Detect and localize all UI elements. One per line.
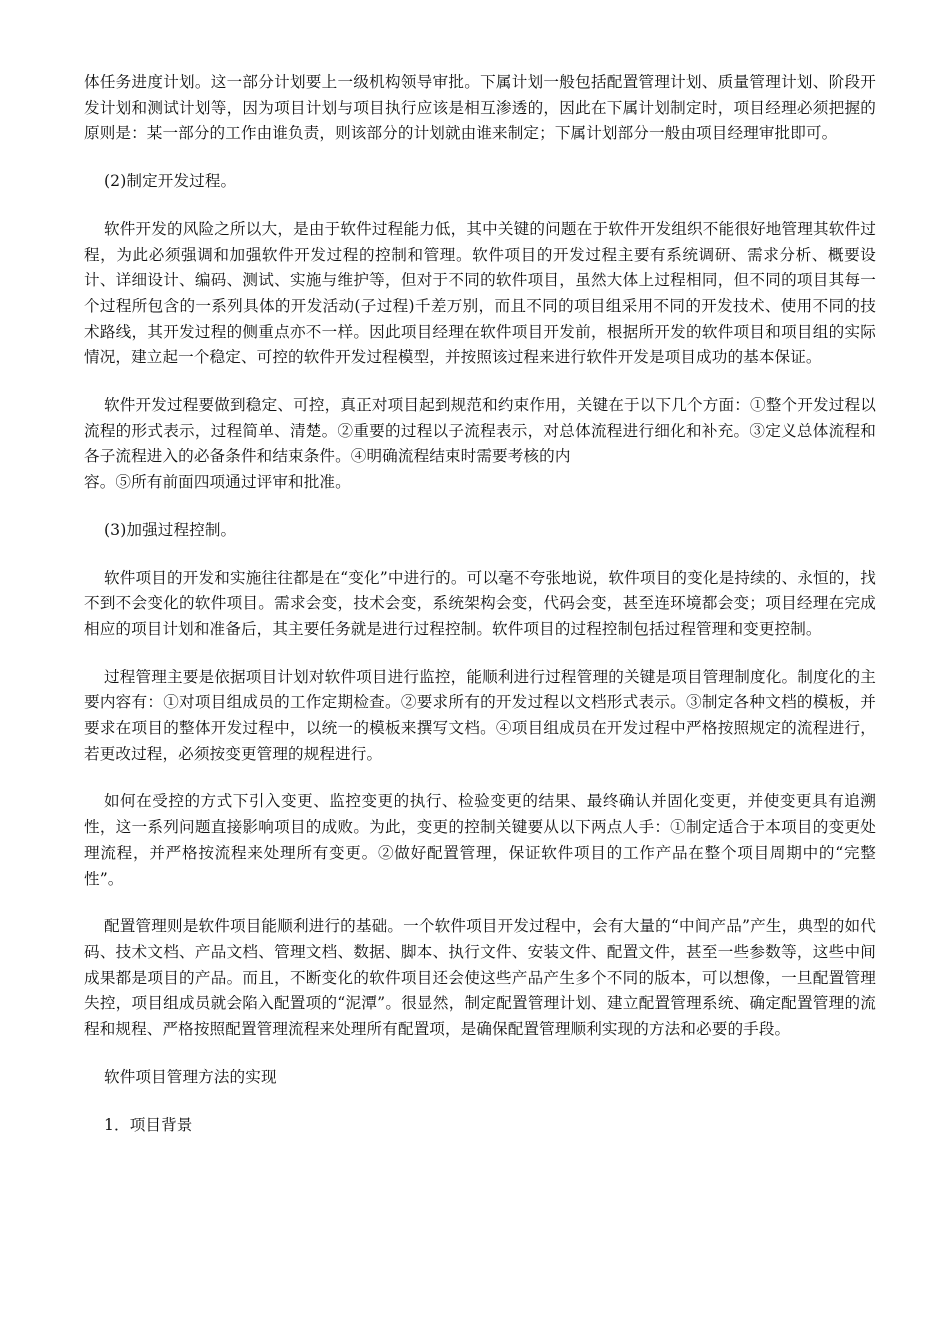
heading-process-control: (3)加强过程控制。 (104, 520, 237, 539)
paragraph-stable-process: 软件开发过程要做到稳定、可控，真正对项目起到规范和约束作用，关键在于以下几个方面：①整个开发过程以流程的形式表示，过程简单、清楚。②重要的过程以子流程表示，对总体流程进行细化和补充。③定义总体流程和各子流程进入的必备条件和结束条件。④明确流程结束时需要考核的内 (84, 396, 876, 466)
section-heading-project-background: 1．项目背景 (104, 1115, 193, 1134)
paragraph-process-management: 过程管理主要是依据项目计划对软件项目进行监控，能顺利进行过程管理的关键是项目管理制度化。制度化的主要内容有：①对项目组成员的工作定期检查。②要求所有的开发过程以文档形式表示。③制定各种文档的模板，并要求在项目的整体开发过程中，以统一的模板来撰写文档。④项目组成员在开发过程中严格按照规定的流程进行，若更改过程，必须按变更管理的规程进行。 (84, 667, 876, 763)
document-page (84, 70, 876, 1138)
paragraph-stable-process-tail: 容。⑤所有前面四项通过评审和批准。 (84, 473, 351, 492)
paragraph-change-control: 如何在受控的方式下引入变更、监控变更的执行、检验变更的结果、最终确认并固化变更，并使变更具有追溯性，这一系列问题直接影响项目的成败。为此，变更的控制关键要从以下两点人手：①制定适合于本项目的变更处理流程，并严格按流程来处理所有变更。②做好配置管理，保证软件项目的工作产品在整个项目周期中的“完整性”。 (84, 792, 876, 888)
paragraph-plan-continuation: 体任务进度计划。这一部分计划要上一级机构领导审批。下属计划一般包括配置管理计划、质量管理计划、阶段开发计划和测试计划等，因为项目计划与项目执行应该是相互渗透的，因此在下属计划制定时，项目经理必须把握的原则是：某一部分的工作由谁负责，则该部分的计划就由谁来制定；下属计划部分一般由项目经理审批即可。 (84, 73, 876, 143)
paragraph-configuration-management: 配置管理则是软件项目能顺利进行的基础。一个软件项目开发过程中，会有大量的“中间产品”产生，典型的如代码、技术文档、产品文档、管理文档、数据、脚本、执行文件、安装文件、配置文件，甚至一些参数等，这些中间成果都是项目的产品。而且，不断变化的软件项目还会使这些产品产生多个不同的版本，可以想像，一旦配置管理失控，项目组成员就会陷入配置项的“泥潭”。很显然，制定配置管理计划、建立配置管理系统、确定配置管理的流程和规程、严格按照配置管理流程来处理所有配置项，是确保配置管理顺利实现的方法和必要的手段。 (84, 917, 876, 1039)
heading-develop-process: (2)制定开发过程。 (104, 172, 237, 191)
paragraph-development-risk: 软件开发的风险之所以大，是由于软件过程能力低，其中关键的问题在于软件开发组织不能很好地管理其软件过程，为此必须强调和加强软件开发过程的控制和管理。软件项目的开发过程主要有系统调研、需求分析、概要设计、详细设计、编码、测试、实施与维护等，但对于不同的软件项目，虽然大体上过程相同，但不同的项目其每一个过程所包含的一系列具体的开发活动(子过程)千差万别，而且不同的项目组采用不同的开发技术、使用不同的技术路线，其开发过程的侧重点亦不一样。因此项目经理在软件项目开发前，根据所开发的软件项目和项目组的实际情况，建立起一个稳定、可控的软件开发过程模型，并按照该过程来进行软件开发是项目成功的基本保证。 (84, 219, 876, 367)
section-heading-implementation: 软件项目管理方法的实现 (104, 1067, 277, 1086)
paragraph-change: 软件项目的开发和实施往往都是在“变化”中进行的。可以毫不夸张地说，软件项目的变化是持续的、永恒的，找不到不会变化的软件项目。需求会变，技术会变，系统架构会变，代码会变，甚至连环境都会变；项目经理在完成相应的项目计划和准备后，其主要任务就是进行过程控制。软件项目的过程控制包括过程管理和变更控制。 (84, 568, 876, 638)
